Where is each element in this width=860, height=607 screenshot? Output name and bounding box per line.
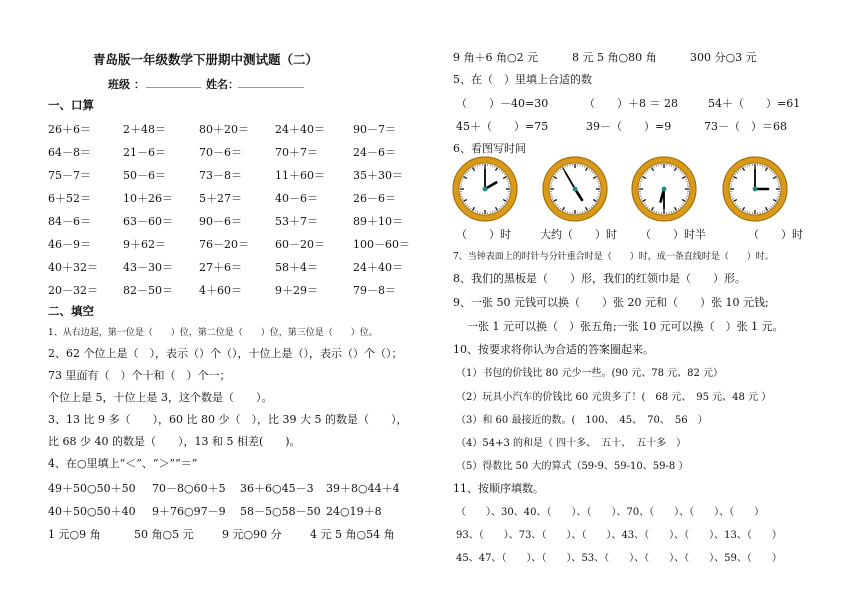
section-fill-title: 二、填空 <box>48 304 94 318</box>
oral-calc-item: 21－6＝ <box>123 146 166 159</box>
q10-item: （2）玩具小汽车的价钱比 60 元贵多了！( 68 元、 95 元、48 元 ） <box>456 392 772 403</box>
clock-center <box>483 187 488 192</box>
oral-calc-item: 40＋32＝ <box>48 261 98 274</box>
oral-calc-item: 6＋52＝ <box>48 192 91 205</box>
oral-calc-item: 84－6＝ <box>48 215 91 228</box>
class-label: 班级 ： <box>108 78 145 91</box>
oral-calc-item: 75－7＝ <box>48 169 91 182</box>
q5-title: 5、在（ ）里填上合适的数 <box>453 73 592 86</box>
q10-title: 10、按要求将你认为合适的答案圈起来。 <box>453 343 654 356</box>
q11-row3: 45、47、（ ）、（ ）、53、（ ）、（ ）、（ ）、59、（ ） <box>456 553 782 564</box>
q4-row1-item: 39＋8○44＋4 <box>326 482 400 495</box>
clock-answer-label: （ ）时 <box>748 228 803 241</box>
q11-row2: 93、（ ）、73、（ ）、（ ）、43、（ ）、（ ）、13、（ ） <box>456 530 782 541</box>
oral-calc-item: 5＋27＝ <box>199 192 242 205</box>
oral-calc-item: 40－6＝ <box>275 192 318 205</box>
oral-calc-item: 80＋20＝ <box>199 123 249 136</box>
oral-calc-item: 10＋26＝ <box>123 192 173 205</box>
q3a-text: 3、13 比 9 多（ ），60 比 80 少（ ），比 39 大 5 的数是（ ）， <box>48 413 408 426</box>
oral-calc-item: 4＋60＝ <box>199 284 242 297</box>
clock-icon <box>451 155 519 223</box>
q2a-text: 2、62 个位上是（ ），表示（）个（），十位上是（），表示（）个（）； <box>48 347 403 360</box>
q5-row1-item: （ ）＋8 ＝ 28 <box>584 97 678 110</box>
q5-row1-item: （ ）－40=30 <box>456 97 549 110</box>
oral-calc-item: 90－7＝ <box>353 123 396 136</box>
oral-calc-item: 46－9＝ <box>48 238 91 251</box>
q4-row1-item: 36＋6○45－3 <box>240 482 314 495</box>
name-label: 姓名： <box>206 78 239 91</box>
name-blank[interactable]: ____________ <box>238 75 304 88</box>
compare-top-item: 8 元 5 角○80 角 <box>572 51 657 64</box>
oral-calc-item: 89＋10＝ <box>353 215 403 228</box>
q4-row3-item: 1 元○9 角 <box>48 528 101 541</box>
q4-row2-item: 9＋76○97－9 <box>152 505 226 518</box>
q4-row3-item: 9 元○90 分 <box>222 528 282 541</box>
clock-icon <box>541 155 609 223</box>
oral-calc-item: 27＋6＝ <box>199 261 242 274</box>
q4-title: 4、在○里填上“＜”、“＞”“＝” <box>48 457 198 470</box>
q7-text: 7、当钟表面上的时针与分针重合时是（ ）时，成一条直线时是（ ）时。 <box>453 252 774 262</box>
oral-calc-item: 50－6＝ <box>123 169 166 182</box>
clock-answer-label: 大约（ ）时 <box>540 228 617 241</box>
q10-item: （4）54+3 的和是（ 四十多、 五十、 五十多 ） <box>456 438 687 449</box>
clock-answer-label: （ ）时半 <box>640 228 706 241</box>
oral-calc-item: 70＋7＝ <box>275 146 318 159</box>
oral-calc-item: 100－60＝ <box>353 238 410 251</box>
oral-calc-item: 43－30＝ <box>123 261 173 274</box>
clock-icon <box>630 155 698 223</box>
q6-title: 6、看图写时间 <box>453 142 526 155</box>
oral-calc-item: 11＋60＝ <box>275 169 325 182</box>
oral-calc-item: 76－20＝ <box>199 238 249 251</box>
oral-calc-item: 63－60＝ <box>123 215 173 228</box>
q4-row2-item: 40＋50○50＋40 <box>48 505 136 518</box>
oral-calc-item: 79－8＝ <box>353 284 396 297</box>
clock-center <box>573 187 578 192</box>
oral-calc-item: 64－8＝ <box>48 146 91 159</box>
q3b-text: 比 68 少 40 的数是（ ），13 和 5 相差( )。 <box>48 435 301 448</box>
q9a-text: 9、一张 50 元钱可以换（ ）张 20 元和（ ）张 10 元钱; <box>453 296 769 309</box>
q5-row1-item: 54＋（ ）=61 <box>708 97 801 110</box>
q10-item: （3）和 60 最接近的数。( 100、 45、 70、 56 ） <box>456 415 708 426</box>
clock-center <box>662 187 667 192</box>
q11-row1: （ ）、30、40、（ ）、（ ）、70、（ ）、（ ）、（ ） <box>456 507 765 518</box>
q4-row2-item: 58－5○58－50 <box>240 505 321 518</box>
q10-item: （5）得数比 50 大的算式（59-9、59-10、59-8 ） <box>456 461 689 472</box>
oral-calc-item: 82－50＝ <box>123 284 173 297</box>
clock-center <box>753 187 758 192</box>
oral-calc-item: 73－8＝ <box>199 169 242 182</box>
oral-calc-item: 24＋40＝ <box>275 123 325 136</box>
q5-row2-item: 73－（ ）＝68 <box>704 120 787 133</box>
class-blank[interactable]: __________ <box>146 75 201 88</box>
q2b-text: 73 里面有（ ）个十和（ ）个一； <box>48 369 231 382</box>
q9b-text: 一张 1 元可以换（ ）张五角;一张 10 元可以换（ ）张 1 元。 <box>467 320 784 333</box>
oral-calc-item: 53＋7＝ <box>275 215 318 228</box>
compare-top-item: 9 角＋6 角○2 元 <box>453 51 539 64</box>
q4-row1-item: 70－8○60＋5 <box>152 482 226 495</box>
q2c-text: 个位上是 5，十位上是 3，这个数是（ ）。 <box>48 391 273 404</box>
oral-calc-item: 9＋62＝ <box>123 238 166 251</box>
compare-top-item: 300 分○3 元 <box>690 51 757 64</box>
oral-calc-item: 35＋30＝ <box>353 169 403 182</box>
q5-row2-item: 39－（ ）=9 <box>586 120 672 133</box>
clock-answer-label: （ ）时 <box>456 228 511 241</box>
page-title: 青岛版一年级数学下册期中测试题（二） <box>93 52 319 67</box>
oral-calc-item: 24＋40＝ <box>353 261 403 274</box>
q1-text: 1、从右边起，第一位是（ ）位，第二位是（ ）位，第三位是（ ）位。 <box>48 328 378 338</box>
q8-text: 8、我们的黑板是（ ）形，我们的红领巾是（ ）形。 <box>453 272 746 285</box>
oral-calc-item: 26－6＝ <box>353 192 396 205</box>
q10-item: （1）书包的价钱比 80 元少一些。(90 元、78 元、82 元） <box>456 368 724 379</box>
q11-title: 11、按顺序填数。 <box>453 482 544 495</box>
oral-calc-item: 9＋29＝ <box>275 284 318 297</box>
q4-row1-item: 49＋50○50＋50 <box>48 482 136 495</box>
clock-icon <box>721 155 789 223</box>
oral-calc-item: 26＋6＝ <box>48 123 91 136</box>
q4-row2-item: 24○19＋8 <box>326 505 382 518</box>
oral-calc-item: 60－20＝ <box>275 238 325 251</box>
oral-calc-item: 58＋4＝ <box>275 261 318 274</box>
oral-calc-item: 24－6＝ <box>353 146 396 159</box>
oral-calc-item: 90－6＝ <box>199 215 242 228</box>
oral-calc-item: 70－6＝ <box>199 146 242 159</box>
q4-row3-item: 50 角○5 元 <box>134 528 194 541</box>
oral-calc-item: 2＋48＝ <box>123 123 166 136</box>
q4-row3-item: 4 元 5 角○54 角 <box>310 528 395 541</box>
section-oral-title: 一、口算 <box>48 98 94 112</box>
oral-calc-item: 20－32＝ <box>48 284 98 297</box>
q5-row2-item: 45＋（ ）=75 <box>456 120 549 133</box>
